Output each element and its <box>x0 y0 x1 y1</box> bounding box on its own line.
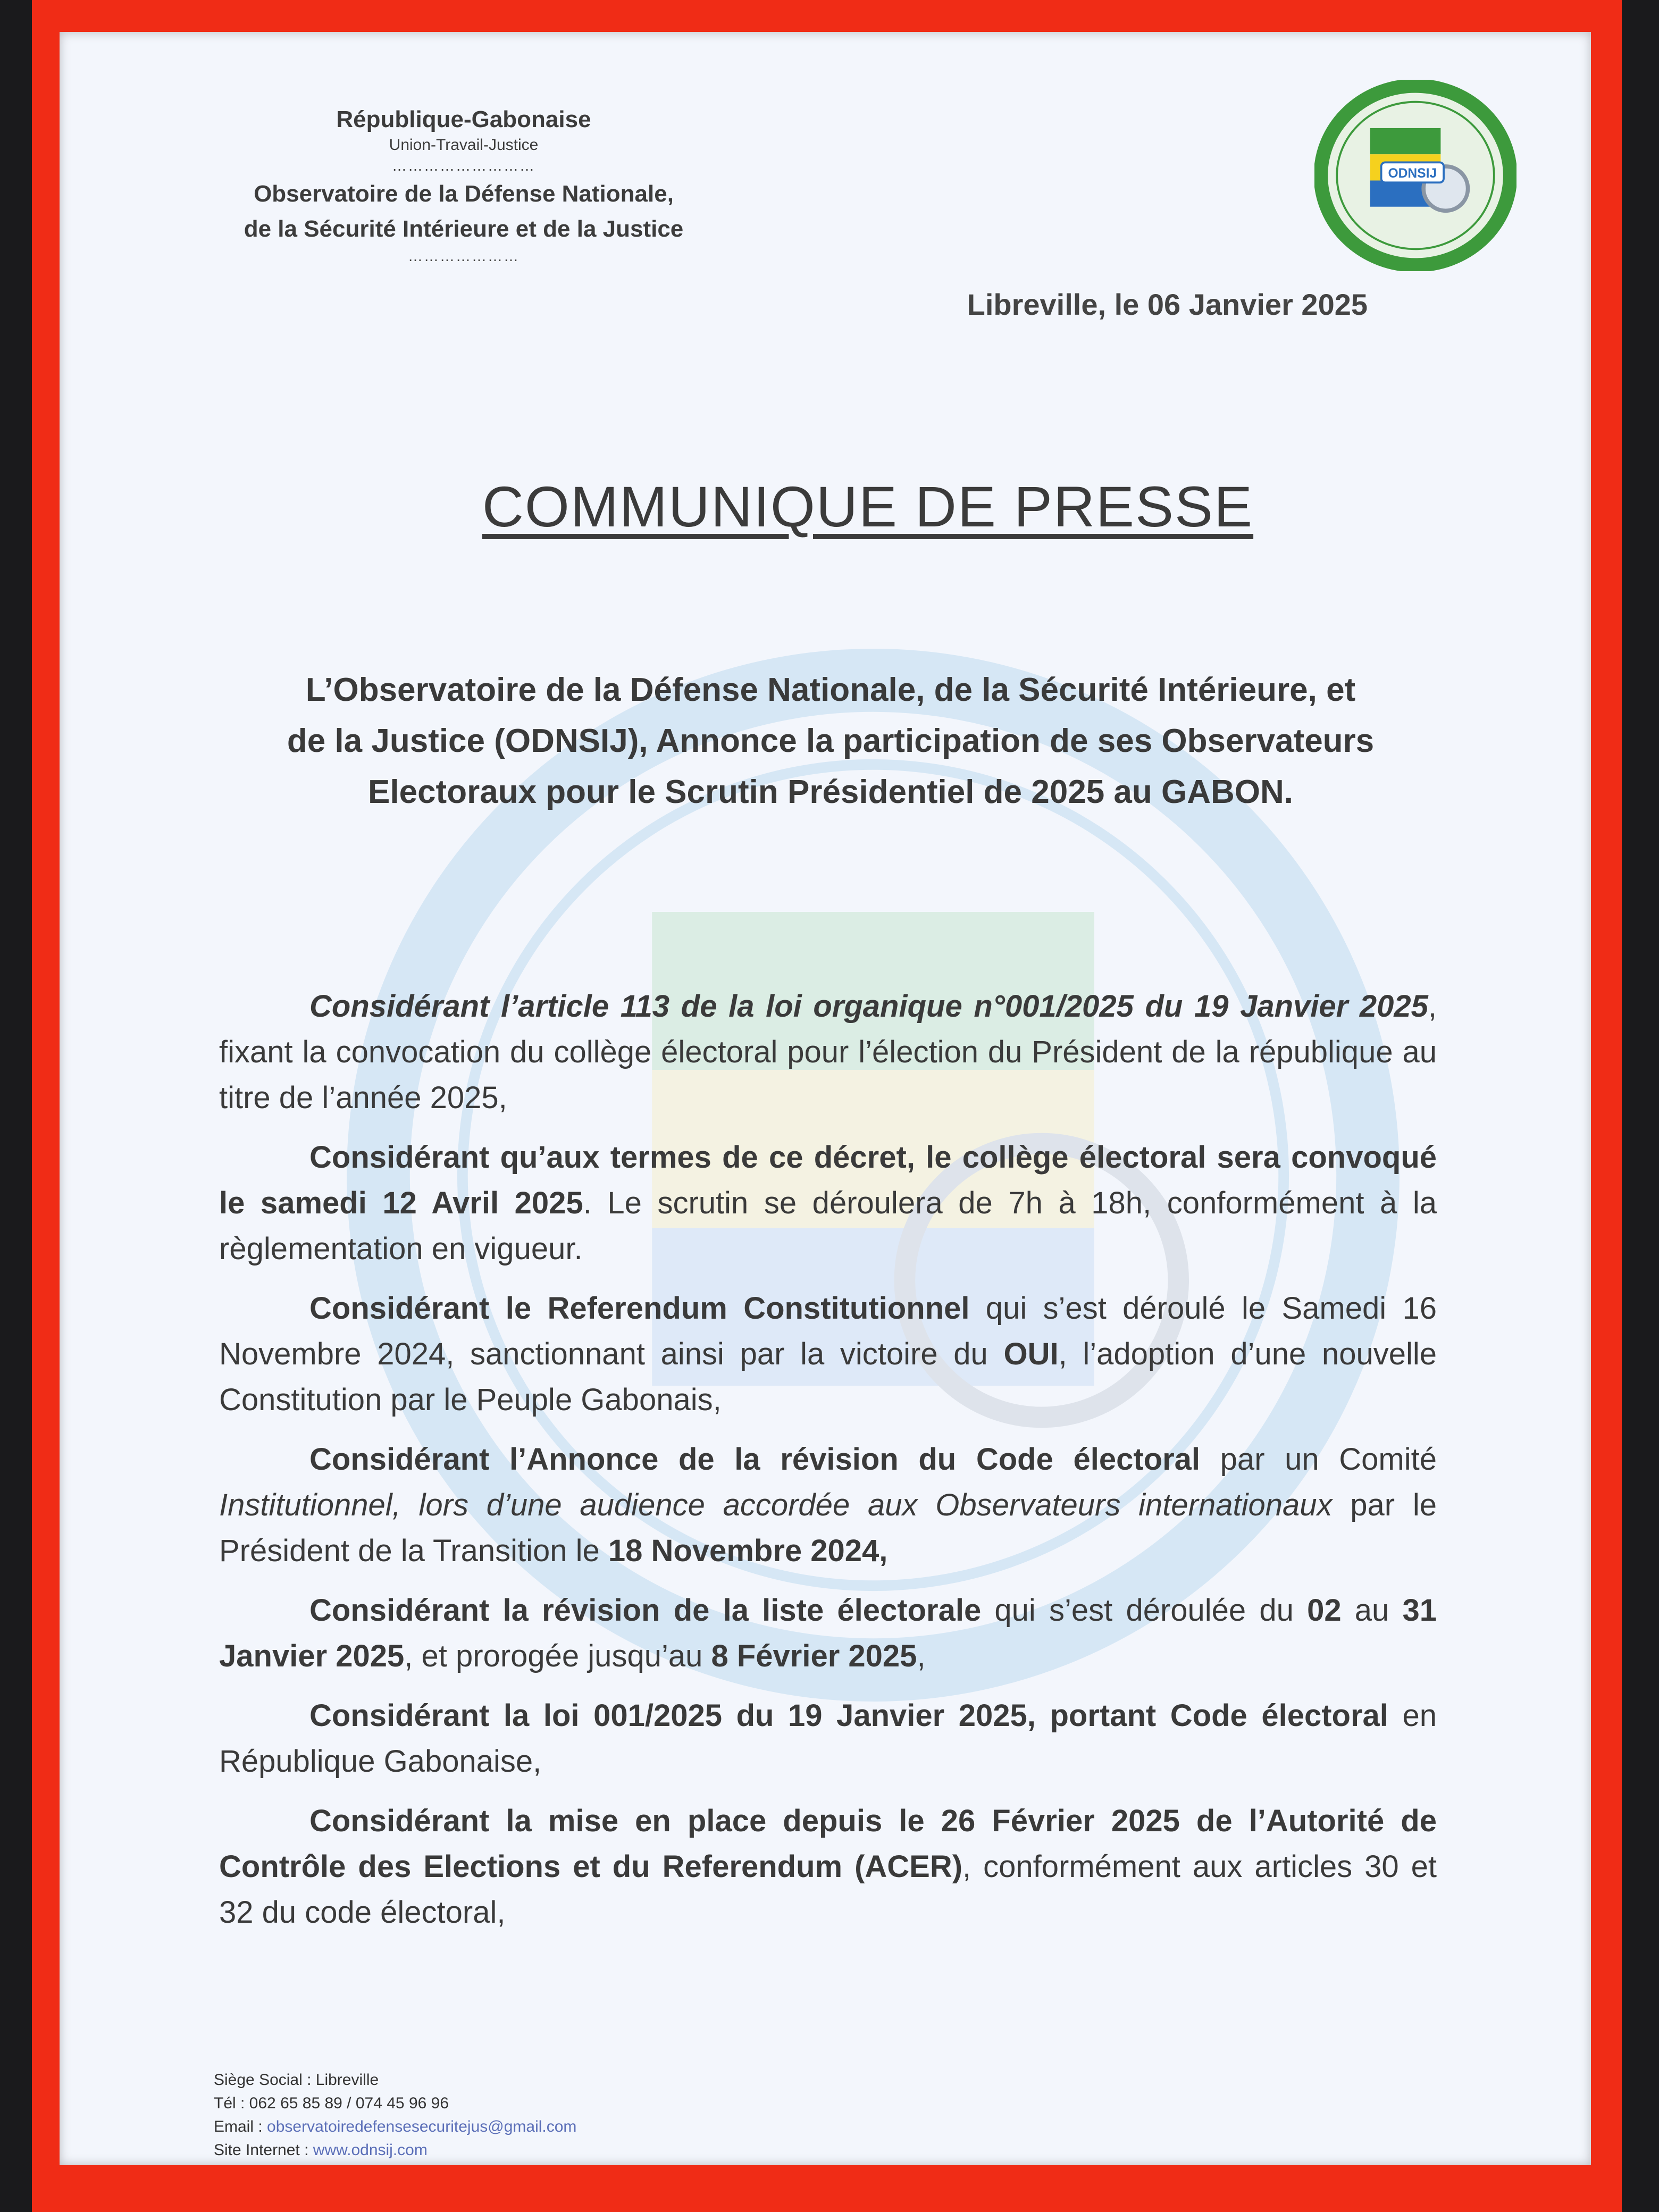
intro-line: L’Observatoire de la Défense Nationale, de la Sécurité Intérieure, et <box>305 672 1356 708</box>
paragraph-bold: Considérant la loi 001/2025 du 19 Janvier 2025, portant Code électoral <box>309 1698 1388 1733</box>
paragraph-bold: Considérant l’article 113 de la loi organique n°001/2025 du 19 Janvier 2025 <box>309 989 1428 1024</box>
national-motto: Union-Travail-Justice <box>389 136 539 154</box>
paragraph-text: , conformément aux articles 30 et 32 du code électoral, <box>219 1849 1437 1930</box>
paragraph-text: qui s’est déroulé le Samedi 16 Novembre 2024, sanctionnant ainsi par la victoire du <box>219 1291 1437 1371</box>
letterhead <box>171 106 756 265</box>
paragraph-bold: 18 Novembre 2024 <box>608 1534 879 1568</box>
paragraph-text: par le Président de la Transition le <box>219 1488 1437 1568</box>
paragraph-text: . Le scrutin se déroulera de 7h à 18h, conformément à la règlementation en vigueur. <box>219 1186 1437 1266</box>
footer-email-link[interactable]: observatoiredefensesecuritejus@gmail.com <box>267 2118 577 2135</box>
organization-name-line2: de la Sécurité Intérieure et de la Justice <box>244 216 684 242</box>
paragraph-article-113 <box>219 984 1437 1121</box>
paragraph-bold: 31 Janvier 2025 <box>219 1593 1437 1673</box>
paragraph-text: , l’adoption d’une nouvelle Constitution par le Peuple Gabonais, <box>219 1337 1437 1417</box>
intro-line: Electoraux pour le Scrutin Présidentiel de 2025 au GABON. <box>368 774 1293 810</box>
paragraph-law-001 <box>219 1693 1437 1784</box>
paragraph-electoral-list <box>219 1588 1437 1679</box>
paragraph-italic: Institutionnel, lors d’une audience accordée aux Observateurs internationaux <box>219 1488 1333 1522</box>
paragraph-bold: 02 <box>1307 1593 1342 1628</box>
paragraph-text: au <box>1341 1593 1403 1628</box>
paragraph-text: , <box>879 1534 888 1568</box>
organization-name-line1: Observatoire de la Défense Nationale, <box>254 181 674 207</box>
paragraph-text: , <box>917 1639 926 1673</box>
paragraph-decree <box>219 1135 1437 1272</box>
footer-website <box>214 2139 576 2162</box>
odnsij-logo-icon <box>1314 80 1516 271</box>
paragraph-text: qui s’est déroulée du <box>981 1593 1308 1628</box>
paragraph-bold: Considérant l’Annonce de la révision du Code électoral <box>309 1442 1201 1477</box>
paragraph-referendum <box>219 1286 1437 1423</box>
paragraph-text: en République Gabonaise, <box>219 1698 1437 1779</box>
footer-siege: Siège Social : Libreville <box>214 2071 379 2089</box>
footer-contact <box>214 2068 576 2162</box>
footer-phone: Tél : 062 65 85 89 / 074 45 96 96 <box>214 2094 449 2112</box>
press-release-sheet <box>60 32 1591 2165</box>
paragraph-bold: Considérant le Referendum Constitutionnel <box>309 1291 970 1326</box>
republic-name: République-Gabonaise <box>336 106 591 132</box>
body-text <box>219 984 1437 1949</box>
footer-site-link[interactable]: www.odnsij.com <box>313 2141 428 2159</box>
paragraph-bold: Considérant qu’aux termes de ce décret, le collège électoral sera convoqué le samedi 12 Avril 2025 <box>219 1140 1437 1220</box>
page-title: COMMUNIQUE DE PRESSE <box>482 474 1254 539</box>
paragraph-bold: OUI <box>1003 1337 1059 1371</box>
date-line: Libreville, le 06 Janvier 2025 <box>967 288 1368 321</box>
svg-text:ODNSIJ: ODNSIJ <box>1388 166 1437 181</box>
paragraph-text: , fixant la convocation du collège électoral pour l’élection du Président de la république au titre de l’année 2025, <box>219 989 1437 1115</box>
paragraph-bold: 8 Février 2025 <box>711 1639 917 1673</box>
separator-dots: ………………… <box>408 248 520 264</box>
paragraph-text: , et prorogée jusqu’au <box>404 1639 711 1673</box>
footer-site-label: Site Internet : <box>214 2141 313 2159</box>
paragraph-text: par un Comité <box>1200 1442 1437 1477</box>
footer-email <box>214 2115 576 2139</box>
paragraph-code-revision <box>219 1437 1437 1574</box>
paragraph-bold: Considérant la révision de la liste électorale <box>309 1593 982 1628</box>
separator-dots: ……………………… <box>392 157 535 174</box>
paragraph-bold: Considérant la mise en place depuis le 26 Février 2025 de l’Autorité de Contrôle des Elections et du Referendum (ACER) <box>219 1804 1437 1884</box>
intro-line: de la Justice (ODNSIJ), Annonce la participation de ses Observateurs <box>287 723 1375 759</box>
paragraph-acer <box>219 1798 1437 1936</box>
intro-statement <box>224 665 1437 818</box>
footer-email-label: Email : <box>214 2118 267 2135</box>
